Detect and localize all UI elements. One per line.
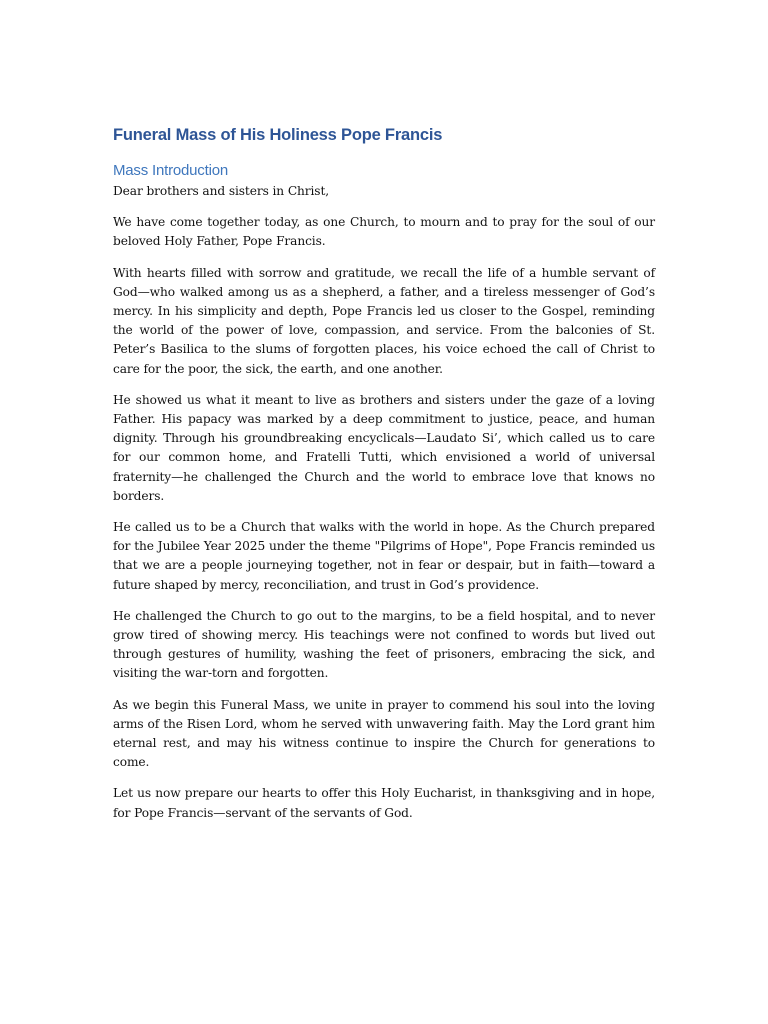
paragraph-margins: He challenged the Church to go out to the margins, to be a field hospital, and to never grow tired of showing mercy. His teachings were not confined to words but lived out through gestures of humility, washing the feet of prisoners, embracing the sick, and visiting the war-torn and forgotten. [113,608,655,681]
paragraph-greeting: Dear brothers and sisters in Christ, [113,184,330,198]
paragraph-prayer: As we begin this Funeral Mass, we unite in prayer to commend his soul into the loving arms of the Risen Lord, whom he served with unwavering faith. May the Lord grant him eternal rest, and may his witness continue to inspire the Church for generations to come. [113,697,655,770]
paragraph-hope: He called us to be a Church that walks with the world in hope. As the Church prepared for the Jubilee Year 2025 under the theme "Pilgrims of Hope", Pope Francis reminded us that we are a people journeying together, not in fear or despair, but in faith—toward a future shaped by mercy, reconciliation, and trust in God’s providence. [113,520,655,592]
paragraph-life: With hearts filled with sorrow and gratitude, we recall the life of a humble servant of God—who walked among us as a shepherd, a father, and a tireless messenger of God’s mercy. In his simplicity and depth, Pope Francis led us closer to the Gospel, reminding the world of the power of love, compassion, and service. From the balconies of St. Peter’s Basilica to the slums of forgotten places, his voice echoed the call of Christ to care for the poor, the sick, the earth, and one another. [113,265,655,376]
section-heading: Mass Introduction [113,162,228,179]
paragraph-eucharist: Let us now prepare our hearts to offer this Holy Eucharist, in thanksgiving and in hope, for Pope Francis—servant of the servants of God. [113,786,655,820]
document-body [113,124,655,835]
paragraph-papacy: He showed us what it meant to live as brothers and sisters under the gaze of a loving Father. His papacy was marked by a deep commitment to justice, peace, and human dignity. Through his groundbreaking encyclicals—Laudato Si’, which called us to care for our common home, and Fratelli Tutti, which envisioned a world of universal fraternity—he challenged the Church and the world to embrace love that knows no borders. [113,392,655,503]
paragraph-gathering: We have come together today, as one Church, to mourn and to pray for the soul of our beloved Holy Father, Pope Francis. [113,215,655,249]
document-title: Funeral Mass of His Holiness Pope Francis [113,126,443,144]
